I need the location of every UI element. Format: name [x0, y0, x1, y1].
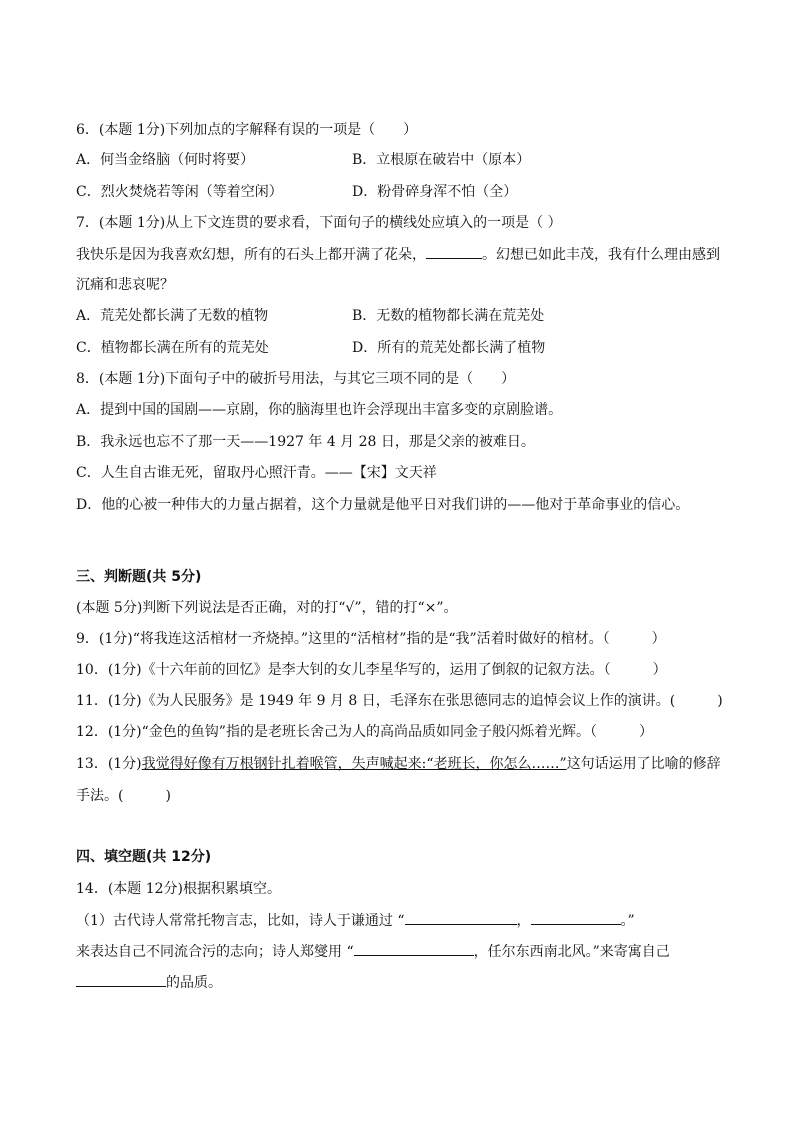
q6-option-d: D．粉骨碎身浑不怕（全）: [352, 184, 518, 200]
q14-part1-line2: [76, 941, 670, 962]
section3-intro: (本题 5分)判断下列说法是否正确，对的打“√”，错的打“×”。: [76, 600, 458, 616]
q13-statement-line1: [76, 754, 721, 774]
q14-line2-text: 来表达自己不同流合污的志向；诗人郑燮用 “: [76, 944, 354, 960]
q7-passage-line2: 沉痛和悲哀呢？: [76, 277, 174, 293]
q7-passage-part2: 。幻想已如此丰茂，我有什么理由感到: [482, 247, 720, 263]
q10-statement: 10．(1分)《十六年前的回忆》是李大钊的女儿李星华写的，运用了倒叙的记叙方法。（ ）: [76, 662, 667, 678]
q6-stem: 6．(本题 1分)下列加点的字解释有误的一项是（ ）: [76, 122, 418, 138]
q7-blank: [426, 244, 482, 259]
q8-option-d: D．他的心被一种伟大的力量占据着，这个力量就是他平日对我们讲的——他对于革命事业的信心。: [76, 497, 690, 513]
q13-suffix: 这句话运用了比喻的修辞: [566, 756, 721, 772]
q8-option-b: B．我永远也忘不了那一天——1927 年 4 月 28 日，那是父亲的被难日。: [76, 434, 535, 450]
q14-line2-tail: ，任尔东西南北风。”来寄寓自己: [473, 944, 670, 960]
q13-prefix: 13．(1分): [76, 756, 142, 772]
q14-blank-2: [531, 910, 621, 925]
q12-statement: 12．(1分)“金色的鱼钩”指的是老班长舍己为人的高尚品质如同金子般闪烁着光辉。（ ）: [76, 724, 653, 740]
q7-option-d: D．所有的荒芜处都长满了植物: [352, 340, 546, 356]
q7-stem: 7．(本题 1分)从上下文连贯的要求看，下面句子的横线处应填入的一项是（ ）: [76, 215, 562, 231]
q14-stem: 14．(本题 12分)根据积累填空。: [76, 881, 282, 897]
q7-option-b: B．无数的植物都长满在荒芜处: [352, 308, 545, 324]
q14-comma: ，: [516, 913, 531, 929]
q13-statement-line2: 手法。( ): [76, 788, 171, 804]
q11-statement: 11．(1分)《为人民服务》是 1949 年 9 月 8 日，毛泽东在张思德同志的追悼会议上作的演讲。( ): [76, 693, 723, 709]
q14-blank-4: [76, 972, 166, 987]
section3-title: 三、判断题(共 5分): [76, 569, 202, 585]
q14-close-quote: 。”: [620, 913, 635, 929]
q8-option-a: A．提到中国的国剧——京剧，你的脑海里也许会浮现出丰富多变的京剧脸谱。: [76, 402, 563, 418]
q6-option-c: C．烈火焚烧若等闲（等着空闲）: [76, 184, 283, 200]
q14-blank-3: [354, 941, 474, 956]
section4-title: 四、填空题(共 12分): [76, 849, 212, 865]
q14-line3-text: 的品质。: [166, 975, 222, 991]
q13-underlined-sentence: 我觉得好像有万根钢针扎着喉管，失声喊起来:“老班长，你怎么……”: [141, 756, 567, 772]
q7-passage-part1: 我快乐是因为我喜欢幻想，所有的石头上都开满了花朵，: [76, 247, 426, 263]
q7-option-c: C．植物都长满在所有的荒芜处: [76, 340, 269, 356]
q9-statement: 9．(1分)“将我连这活棺材一齐烧掉。”这里的“活棺材”指的是“我”活着时做好的棺材。（ ）: [76, 631, 666, 647]
q14-part1-text: （1）古代诗人常常托物言志，比如，诗人于谦通过 “: [76, 913, 405, 929]
q14-blank-1: [405, 910, 517, 925]
q7-passage-line1: [76, 244, 720, 265]
q6-option-b: B．立根原在破岩中（原本）: [352, 152, 531, 168]
q14-part1-line1: [76, 910, 635, 931]
q6-option-a: A．何当金络脑（何时将要）: [76, 152, 255, 168]
q7-option-a: A．荒芜处都长满了无数的植物: [76, 308, 269, 324]
q8-option-c: C．人生自古谁无死，留取丹心照汗青。——【宋】文天祥: [76, 465, 437, 481]
q14-part1-line3: [76, 972, 222, 993]
q8-stem: 8．(本题 1分)下面句子中的破折号用法，与其它三项不同的是（ ）: [76, 371, 516, 387]
